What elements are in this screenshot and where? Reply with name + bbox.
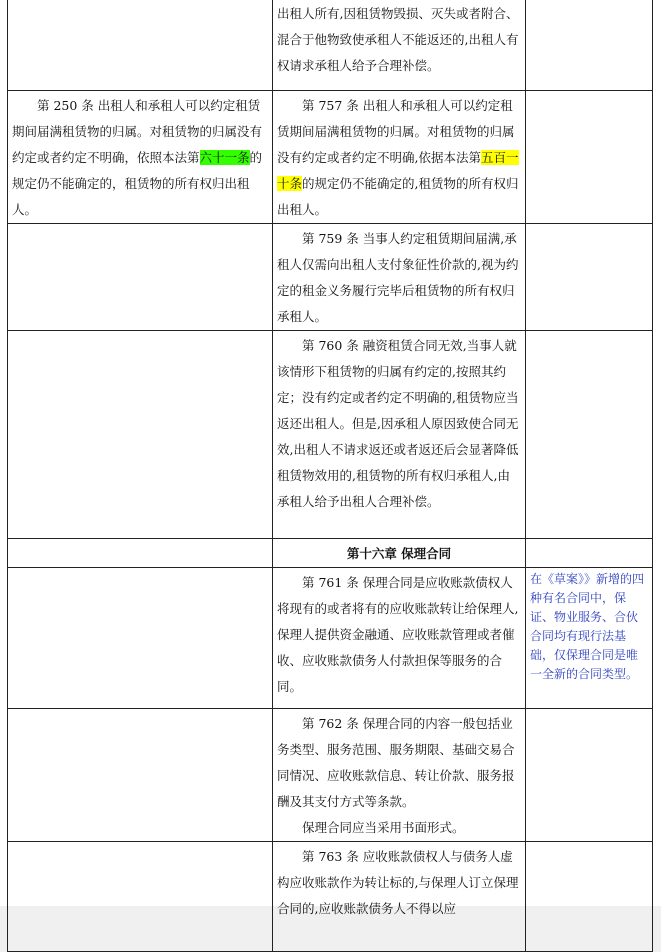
- note-cell: [526, 91, 653, 224]
- new-law-cell: [273, 224, 526, 331]
- note-cell: [526, 331, 653, 539]
- table-row: [8, 331, 653, 539]
- old-law-cell: [8, 539, 273, 568]
- highlight-reference: 六十一条: [199, 150, 250, 165]
- highlight-reference: 五百一十条: [277, 150, 519, 191]
- new-law-cell: [273, 842, 526, 952]
- new-law-cell: [273, 568, 526, 709]
- old-law-cell: [8, 842, 273, 952]
- note-cell: [526, 224, 653, 331]
- new-law-cell: [273, 331, 526, 539]
- table-row: [8, 224, 653, 331]
- old-law-cell: [8, 0, 273, 91]
- note-cell: [526, 0, 653, 91]
- old-law-cell: [8, 91, 273, 224]
- article-text: 第 759 条 当事人约定租赁期间届满,承租人仅需向出租人支付象征性价款的,视为约定的租金义务履行完毕后租赁物的所有权归承租人。: [277, 231, 519, 324]
- new-law-cell: [273, 91, 526, 224]
- old-law-cell: [8, 331, 273, 539]
- table-row: [8, 709, 653, 842]
- article-text: 第 757 条 出租人和承租人可以约定租赁期间届满租赁物的归属。对租赁物的归属没有约定或者约定不明确,依据本法第五百一十条的规定仍不能确定的,租赁物的所有权归出租人。: [277, 98, 519, 217]
- new-law-cell: [273, 0, 526, 91]
- article-text: 第 760 条 融资租赁合同无效,当事人就该情形下租赁物的归属有约定的,按照其约定；没有约定或者约定不明确的,租赁物应当返还出租人。但是,因承租人原因致使合同无效,出租人不请求返还或者返还后会显著降低租赁物效用的,租赁物的所有权归承租人,由承租人给予出租人合理补偿。: [277, 338, 519, 509]
- table-row: [8, 539, 653, 568]
- article-text: 第 763 条 应收账款债权人与债务人虚构应收账款作为转让标的,与保理人订立保理合同的,应收账款债务人不得以应: [277, 849, 519, 916]
- article-text: 第 761 条 保理合同是应收账款债权人将现有的或者将有的应收账款转让给保理人,保理人提供资金融通、应收账款管理或者催收、应收账款债务人付款担保等服务的合同。: [277, 575, 519, 694]
- annotation-note: 在《草案》》新增的四种有名合同中，保证、物业服务、合伙合同均有现行法基础，仅保理合同是唯一全新的合同类型。: [530, 572, 645, 681]
- note-cell: [526, 539, 653, 568]
- article-text: 出租人所有,因租赁物毁损、灭失或者附合、混合于他物致使承租人不能返还的,出租人有权请求承租人给予合理补偿。: [277, 6, 519, 73]
- table-row: [8, 0, 653, 91]
- note-cell: [526, 568, 653, 709]
- comparison-table: [7, 0, 653, 952]
- article-text: 第 762 条 保理合同的内容一般包括业务类型、服务范围、服务期限、基础交易合同情况、应收账款信息、转让价款、服务报酬及其支付方式等条款。: [277, 716, 515, 809]
- table-row: [8, 568, 653, 709]
- article-text: 保理合同应当采用书面形式。: [302, 820, 465, 835]
- new-law-cell: [273, 709, 526, 842]
- old-law-cell: [8, 568, 273, 709]
- note-cell: [526, 709, 653, 842]
- table-row: [8, 842, 653, 952]
- old-law-cell: [8, 709, 273, 842]
- old-law-cell: [8, 224, 273, 331]
- article-number: 第 757 条: [302, 98, 359, 113]
- table-row: [8, 91, 653, 224]
- article-number: 第 250 条: [37, 98, 94, 113]
- chapter-heading: 第十六章 保理合同: [273, 539, 526, 568]
- article-text: 第 250 条 出租人和承租人可以约定租赁期间届满租赁物的归属。对租赁物的归属没有约定或者约定不明确，依照本法第六十一条的规定仍不能确定的，租赁物的所有权归出租人。: [12, 98, 263, 217]
- note-cell: [526, 842, 653, 952]
